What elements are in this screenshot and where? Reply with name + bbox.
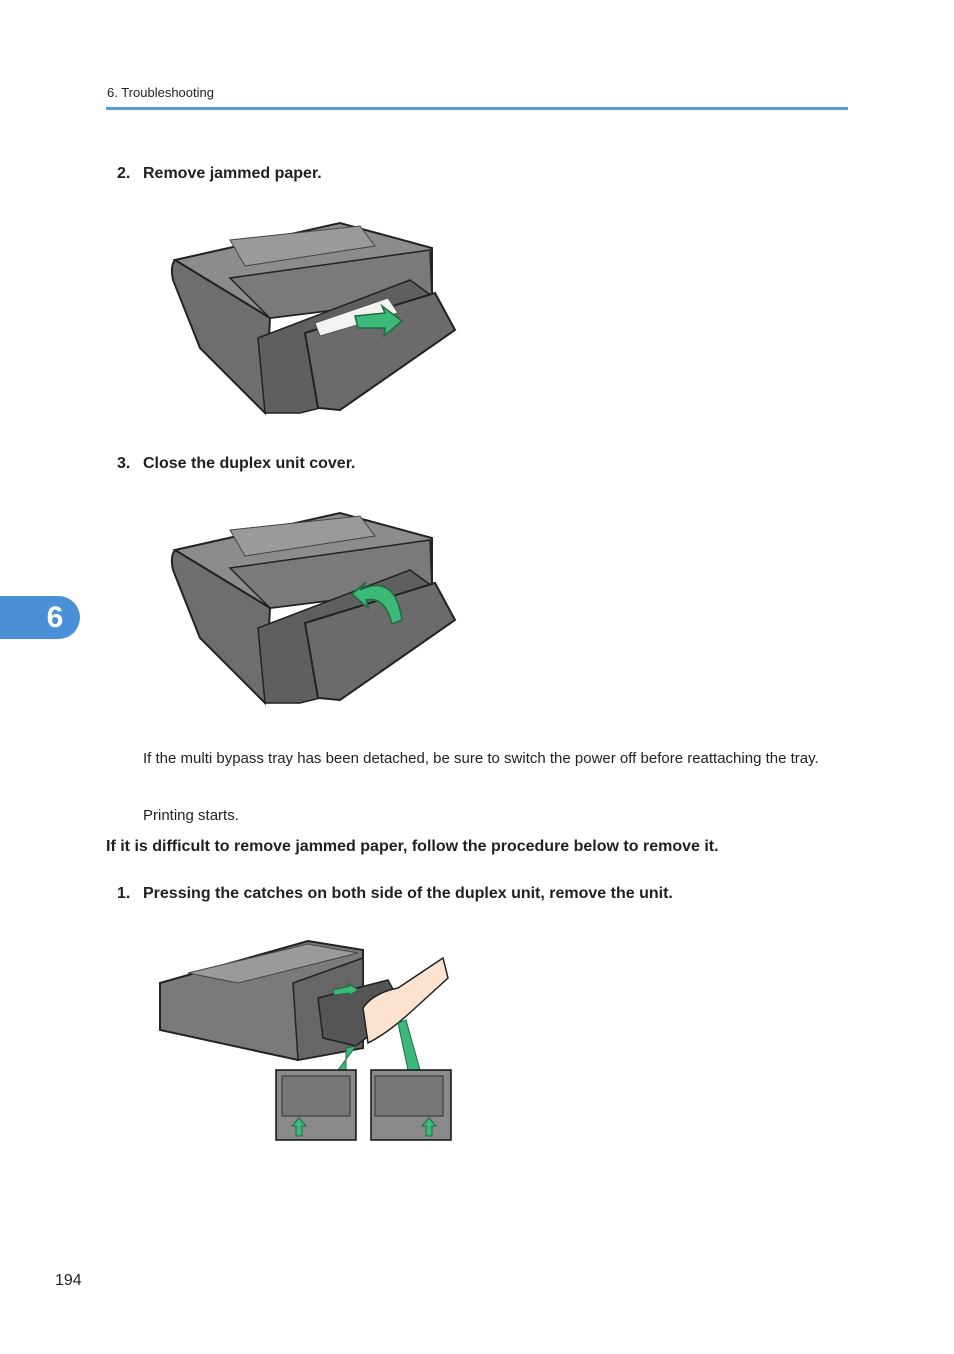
- step-number: 3.: [117, 455, 131, 472]
- page-number: 194: [55, 1272, 82, 1289]
- step-number: 1.: [117, 885, 131, 902]
- step-remove-jammed-paper: [117, 165, 322, 183]
- header-rule: [106, 107, 848, 110]
- step-text: Close the duplex unit cover.: [143, 455, 356, 472]
- step-number: 2.: [117, 165, 131, 182]
- chapter-number: 6: [46, 600, 64, 634]
- note-bypass-tray: If the multi bypass tray has been detached, be sure to switch the power off before reattaching the tray.: [143, 750, 819, 767]
- note-printing-starts: Printing starts.: [143, 807, 239, 824]
- step-close-duplex-cover: [117, 455, 356, 473]
- subheading-difficult-removal: If it is difficult to remove jammed paper, follow the procedure below to remove it.: [106, 838, 719, 855]
- illustration-remove-duplex-unit: [158, 938, 458, 1143]
- chapter-tab: [0, 596, 80, 639]
- running-header: 6. Troubleshooting: [107, 85, 214, 100]
- step-text: Remove jammed paper.: [143, 165, 322, 182]
- illustration-close-duplex-cover: [170, 508, 460, 708]
- illustration-remove-jammed-paper: [170, 218, 460, 418]
- step-text: Pressing the catches on both side of the duplex unit, remove the unit.: [143, 885, 673, 902]
- step-remove-duplex-unit: [117, 885, 673, 903]
